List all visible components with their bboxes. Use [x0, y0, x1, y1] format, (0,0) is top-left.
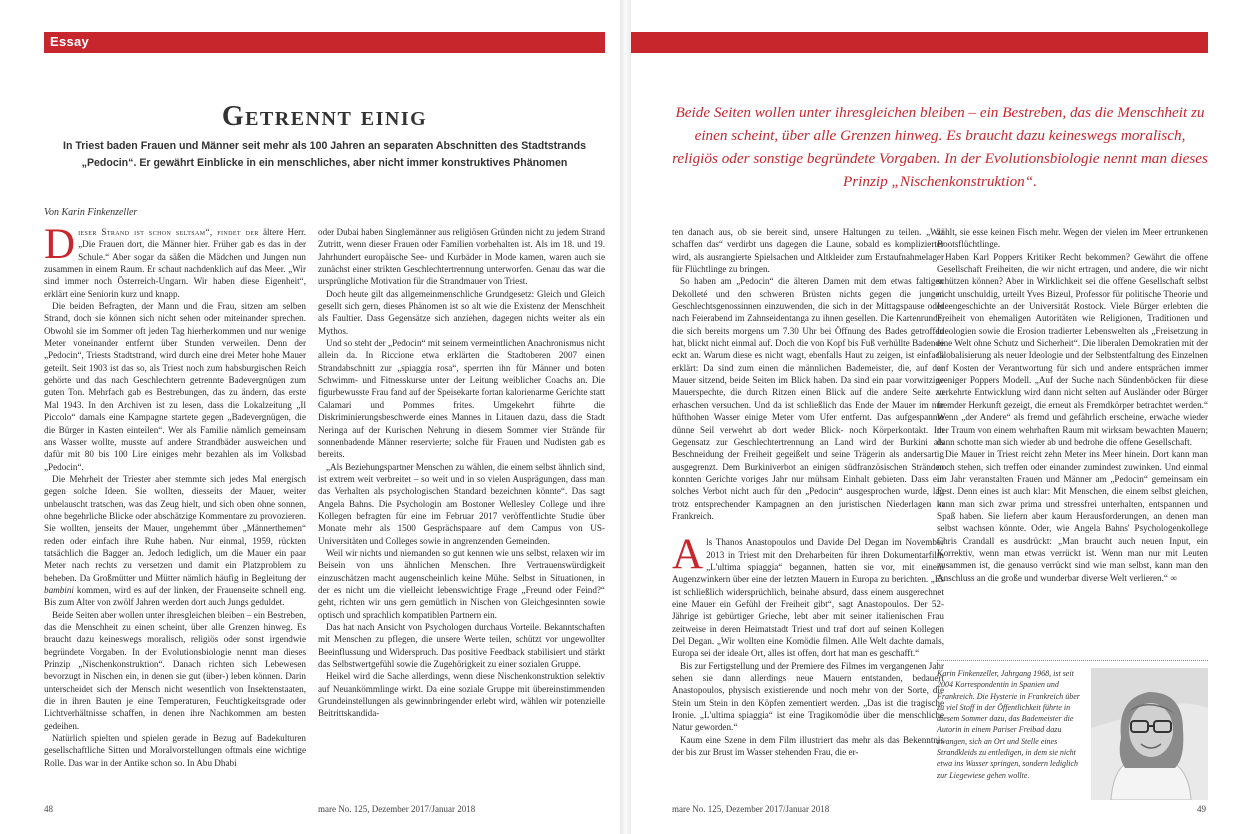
- lead-in: ieser Strand ist schon seltsam“, findet der: [78, 227, 259, 237]
- italic-word: bambini: [44, 584, 74, 595]
- deck: In Triest baden Frauen und Männer seit mehr als 100 Jahren an separaten Abschnitten des Stadtstrands „Pedocin“. Er gewährt Einblicke in ein menschliches, aber nicht immer konstruktives Phänomen: [63, 140, 586, 169]
- right-page: [631, 0, 1250, 834]
- paragraph: Die Mauer in Triest reicht zehn Meter ins Meer hinein. Dort kann man noch stehen, sich treffen oder einander zumindest zuwinken. Und einmal im Jahr veranstalten Frauen und Männer am „Pedocin“ gemeinsam ein Fest. Denn eines ist auch klar: Mit Menschen, die einem selbst gleichen, kann man sich zwar prima und stressfrei unterhalten, entspannen und Spaß haben. Sie liefern aber kaum Herausforderungen, an denen man selbst wachsen könnte. Oder, wie Angela Bahns' Psychologenkollege Chris Crandall es ausdrückt: „Man braucht auch neuen Input, ein Korrektiv, wenn man etwas verrückt ist. Wenn man nur mit Leuten zusammen ist, die genauso verrückt sind wie man selbst, kann man den Anschluss an die große und wunderbar diverse Welt verlieren.“ ∞: [937, 449, 1208, 583]
- author-portrait: [1091, 668, 1208, 800]
- left-issue-line: mare No. 125, Dezember 2017/Januar 2018: [318, 804, 476, 814]
- paragraph: Und so steht der „Pedocin“ mit seinem vermeintlichen Anachronismus nicht allein da. In Riccione etwa erklärten die Stadtoberen 2007 einen Strandabschnitt zur „spiaggia rosa“, sperrten ihn für Männer und boten Schwimm- und Fitnesskurse unter der Leitung weiblicher Coachs an. Die figurbewusste Frau fand auf der Speisekarte fortan kalorienarme Gerichte statt Calamari und Pommes frites. Umgekehrt führte die Diskriminierungsbeschwerde eines Mannes in Litauen dazu, dass die Stadt Neringa auf der Kurischen Nehrung in diesem Sommer vier Strände für sonnenbadende Männer reservierte; solche für Frauen und Nudisten gab es bereits.: [318, 338, 605, 460]
- right-column-2: [937, 226, 1208, 656]
- author-photo-icon: [1091, 668, 1208, 800]
- paragraph: zählt, sie esse keinen Fisch mehr. Wegen der vielen im Meer ertrunkenen Bootsflüchtlinge.: [937, 227, 1208, 250]
- right-column-1: [672, 226, 944, 806]
- paragraph: Heikel wird die Sache allerdings, wenn diese Nischenkonstruktion selektiv auf Neuankömmlinge wirkt. Da eine soziale Gruppe mit übereinstimmenden Grundeinstellungen als gewinnbringender erlebt wird, wählen wir potenzielle Beitrittskandida-: [318, 671, 605, 719]
- left-column-2: [318, 226, 605, 806]
- dropcap: A: [672, 531, 704, 579]
- paragraph: Das hat nach Ansicht von Psychologen durchaus Vorteile. Bekanntschaften mit Menschen zu pflegen, die unsere Werte teilen, schützt vor ungewollter Beeinflussung und Widerspruch. Das positive Feedback stabilisiert und stärkt das Selbstwertgefühl sowie die Zugehörigkeit zu einer sozialen Gruppe.: [318, 622, 605, 670]
- left-column-1: [44, 226, 306, 806]
- paragraph: Weil wir nichts und niemanden so gut kennen wie uns selbst, relaxen wir im Beisein von uns ähnlichen Menschen. Ihre Vertrauenswürdigkeit einzuschätzen macht augenscheinlich keine Mühe. Selbst in Situationen, in der es nicht um die vielleicht lebenswichtige Frage „Freund oder Feind?“ geht, richten wir uns gern gemütlich in Nischen von Gleichgesinnten sowie optisch und sprachlich kompatiblen Partnern ein.: [318, 547, 605, 620]
- paragraph-text: ältere Herr. „Die Frauen dort, die Männer hier. Früher gab es das in der Schule.“ Aber sogar da säßen die Mädchen und Jungen nun zusammen in einem Raum. Er schaut nachdenklich auf das Meer. „Wir sind immer noch Österreich-Ungarn. Wir haben diese Eigenheit“, erklärt eine Seniorin kurz und knapp.: [44, 227, 306, 299]
- section-label: Essay: [50, 34, 90, 49]
- paragraph-text: ls Thanos Anastopoulos und Davide Del Degan im November 2013 in Triest mit den Dreharbeiten für ihren Dokumentarfilm „L'ultima spiaggia“ begannen, hatten sie vor, mit einem Augenzwinkern über eine der letzten Mauern in Europa zu berichten. „Es ist schließlich widersprüchlich, beinahe absurd, dass einem ausgerechnet eine Mauer ein Gefühl der Freiheit gibt“, sagt Anastopoulos. Der 52-Jährige ist gebürtiger Grieche, lebt aber mit seiner italienischen Frau zeitweise in deren Heimatstadt Triest und traf dort auf seinen Kollegen Del Degan. „Wir wollten eine Komödie filmen. Alle Welt dachte damals, Europa sei der ideale Ort, alles ist offen, dort hat man es geschafft.“: [672, 537, 944, 659]
- paragraph: Natürlich spielten und spielen gerade in Bezug auf Badekulturen gesellschaftliche Sitten und Moralvorstellungen oftmals eine wichtige Rolle. Das war in der Antike schon so. In Abu Dhabi: [44, 733, 306, 768]
- paragraph: Die beiden Befragten, der Mann und die Frau, sitzen am selben Strand, doch sie können sich nicht sehen oder miteinander sprechen. Obwohl sie im Sommer oft jeden Tag hierherkommen und nur wenige Meter voneinander entfernt über Stunden verweilen. Denn der „Pedocin“, Triests Stadtstrand, wird durch eine drei Meter hohe Mauer geteilt. Seit 1903 ist das so, als Triest noch zum habsburgischen Reich gehörte und das nach Geschlechtern getrennte Badevergnügen zum guten Ton. Mehrfach gab es Bestrebungen, das zu ändern, das erste Mal 1943. In den Archiven ist zu lesen, dass die Lokalzeitung „Il Piccolo“ damals eine Kampagne startete gegen „Badevergnügen, die die Bürger in Kasten einteilen“. Wer als Familie nämlich gemeinsam ans Wasser wollte, musste auf andere Strandbäder ausweichen und dafür mit 80 bis 100 Lire einiges mehr bezahlen als im Volksbad „Pedocin“.: [44, 301, 306, 472]
- bio-divider: [937, 660, 1208, 661]
- section-bar-right: [631, 32, 1208, 53]
- paragraph-text: kommen, wird es auf der linken, der Frauenseite schnell eng. Bis zum Alter von zwölf Jahren werden dort auch Jungs geduldet.: [44, 584, 306, 608]
- paragraph: Kaum eine Szene in dem Film illustriert das mehr als das Bekenntnis der bis zur Brust im Wasser stehenden Frau, die er-: [672, 734, 944, 758]
- paragraph: Doch heute gilt das allgemeinmenschliche Grundgesetz: Gleich und Gleich gesellt sich gern, dieses Phänomen ist so alt wie die Existenz der Menschheit als Faultier. Dass Gegensätze sich anziehen, dagegen nichts weiter als ein Mythos.: [318, 288, 605, 336]
- paragraph: „Als Beziehungspartner Menschen zu wählen, die einem selbst ähnlich sind, ist extrem weit verbreitet – so weit und in so vielen Ausprägungen, dass man das Verhalten als psychologischen Standard bezeichnen könnte“. Das sagt Angela Bahns. Die Psychologin am Bostoner Wellesley College und ihre Kollegen befragten für eine im Februar 2017 veröffentlichte Studie über Monate mehr als 1500 Gesprächspaare auf dem Campus von US-Universitäten und Colleges sowie in angrenzenden Gemeinden.: [318, 461, 605, 546]
- pull-quote: Beide Seiten wollen unter ihresgleichen bleiben – ein Bestreben, das die Menschheit zu einen scheint, über alle Grenzen hinweg. Es braucht dazu keineswegs moralisch, religiös oder sonstige begründete Vorgaben. In der Evolutionsbiologie nennt man dieses Prinzip „Nischenkonstruktion“.: [672, 104, 1208, 190]
- paragraph: Haben Karl Poppers Kritiker Recht bekommen? Gewährt die offene Gesellschaft Freiheiten, die wir nicht ertragen, und andere, die wir nicht schützen können? Aber in Wirklichkeit sei die offene Gesellschaft selbst nicht unschuldig, urteilt Yves Bizeul, Professor für politische Theorie und Ideengeschichte an der Universität Rostock. Viele Bürger erlebten die Freiheit von ehemaligen Autoritäten wie Religionen, Traditionen und Ideologien sowie die Erosion tradierter Lebenswelten als „Freisetzung in eine Welt ohne Schutz und Sicherheit“. Die liberalen Demokratien mit der Globalisierung als neuer Ideologie und der Selbstentfaltung des Einzelnen auf Kosten der Verantwortung für sich und andere entsprächen immer weniger Poppers Modell. „Auf der Suche nach Sündenböcken für diese verkehrte Entwicklung wird dann nicht selten auf Ausländer oder Bürger fremder Herkunft gezeigt, die erneut als Fremdkörper betrachtet werden.“ Wenn „der Andere“ als fremd und gefährlich erscheine, erwache wieder der Traum von einem wehrhaften Raum mit wirksam bewachten Mauern; dann schotte man sich wieder ab und bedrohe die offene Gesellschaft.: [937, 251, 1208, 447]
- paragraph: [672, 531, 944, 659]
- author-bio: Karin Finkenzeller, Jahrgang 1968, ist seit 2004 Korrespondentin in Spanien und Frankreich. Die Hysterie in Frankreich über zu viel Stoff in der Öffentlichkeit führte in diesem Sommer dazu, das Bademeister die Autorin in einem Pariser Freibad dazu zwangen, sich an Ort und Stelle eines Strandkleids zu entledigen, in dem sie nicht etwa ins Wasser springen, sondern lediglich zur Liegewiese gehen wollte.: [937, 669, 1080, 780]
- right-issue-line: mare No. 125, Dezember 2017/Januar 2018: [672, 804, 830, 814]
- paragraph: ten danach aus, ob sie bereit sind, unsere Haltungen zu teilen. „Wir schaffen das“ verdirbt uns dagegen die Laune, sobald es komplizierter wird, als ausrangierte Spielsachen und Altkleider zum Erstaufnahmelager für Flüchtlinge zu bringen.: [672, 227, 944, 275]
- section-bar: [44, 32, 605, 53]
- headline: Getrennt einig: [221, 101, 428, 132]
- paragraph: [44, 226, 306, 300]
- left-page: [0, 0, 620, 834]
- paragraph: Bis zur Fertigstellung und der Premiere des Filmes im vergangenen Jahr sehen sie dann allerdings neue Mauern entstanden, bedauert Anastopoulos, physisch existierende und noch mehr von der Sorte, die Stein um Stein in den Köpfen zementiert werden. „Das ist die tragische Ironie. „L'ultima spiaggia“ ist eine Tragikomödie über die menschliche Natur geworden.“: [672, 660, 944, 733]
- right-page-number: 49: [1197, 804, 1206, 814]
- dropcap: D: [44, 226, 76, 268]
- spread-gutter: [620, 0, 631, 834]
- paragraph: [44, 473, 306, 609]
- left-page-number: 48: [44, 804, 53, 814]
- paragraph-text: Die Mehrheit der Triester aber stemmte sich jedes Mal energisch gegen solche Ideen. Sie wollten, diesseits der Mauer, weiter unbelauscht tratschen, was das Zeug hielt, und sich oben ohne sonnen, ohne begehrliche Blicke oder abschätzige Kommentare zu provozieren. Sie wollten, jenseits der Mauer, ungehemmt über „Männerthemen“ reden oder einfach ihre Ruhe haben. Nur einmal, 1959, rückten tatsächlich die Bagger an. Jedoch lediglich, um die Mauer ein paar Meter nach rechts zu versetzen und damit ein Platzproblem zu beheben. Da Großmütter und Mütter nämlich häufig in Begleitung der: [44, 473, 306, 583]
- paragraph: So haben am „Pedocin“ die älteren Damen mit dem etwas faltigen Dekolleté und den schweren Brüsten nichts gegen die jungen Geschlechtsgenossinnen einzuwenden, die sich in der Mittagspause oder nach Feierabend im Zahnseidentanga zu ihnen gesellen. Die Kartenrunde, die sich bereits morgens um 7.30 Uhr bei Öffnung des Bades getroffen hat, blickt nicht einmal auf. Doch die von Kopf bis Fuß verhüllte Badende eckt an. Warum diese es nicht wagt, ebenfalls Haut zu zeigen, ist einfach erklärt: Da sind zum einen die männlichen Bademeister, die, auf der Mauer sitzend, beide Seiten im Blick haben. Da sind ein paar vorwitzige Mauerspechte, die durch Ritzen einen Blick auf die andere Seite zu erhaschen versuchen. Und da ist schließlich das Ende der Mauer im nur hüfthohen Wasser einige Meter vom Ufer entfernt. Das aufgespannte dünne Seil verwehrt ab dort weder Blick- noch Körperkontakt. Im Gegensatz zur Geschlechtertrennung an Land wird der Burkini als Beschneidung der Freiheit gegeißelt und seine Trägerin als andersartig ausgegrenzt. Dem Burkiniverbot an einigen südfranzösischen Stränden konnten Gerichte voriges Jahr nur mühsam Einhalt gebieten. Dass ein solches Verbot nicht auch für den „Pedocin“ ausgesprochen wurde, lag trotz entsprechender Kampagnen an den juristischen Niederlagen in Frankreich.: [672, 276, 944, 521]
- byline: Von Karin Finkenzeller: [44, 207, 138, 218]
- paragraph: Beide Seiten aber wollen unter ihresgleichen bleiben – ein Bestreben, das die Menschheit zu einen scheint, über alle Grenzen hinweg. Es braucht dazu keineswegs moralisch, religiös oder sonst irgendwie begründete Vorgaben. In der Evolutionsbiologie nennt man dieses Prinzip „Nischenkonstruktion“. Danach richten sich Lebewesen bevorzugt in Nischen ein, in denen sie gut (über-) leben können. Darin unterscheidet sich der Mensch nicht wesentlich von Insektenstaaten, die in ihren Bauten je eine Temperaturen, Feuchtigkeitsgrade oder Lichtverhältnisse schaffen, in denen ihre Nachkommen am besten gedeihen.: [44, 609, 306, 731]
- paragraph: oder Dubai haben Singlemänner aus religiösen Gründen nicht zu jedem Strand Zutritt, wenn dieser Frauen oder Familien vorbehalten ist. Als im 18. und 19. Jahrhundert europäische See- und Kurbäder in Mode kamen, waren auch sie zunächst einer strikten Geschlechtertrennung unterworfen. Genau das war die ursprüngliche Motivation für die Strandmauer von Triest.: [318, 227, 605, 287]
